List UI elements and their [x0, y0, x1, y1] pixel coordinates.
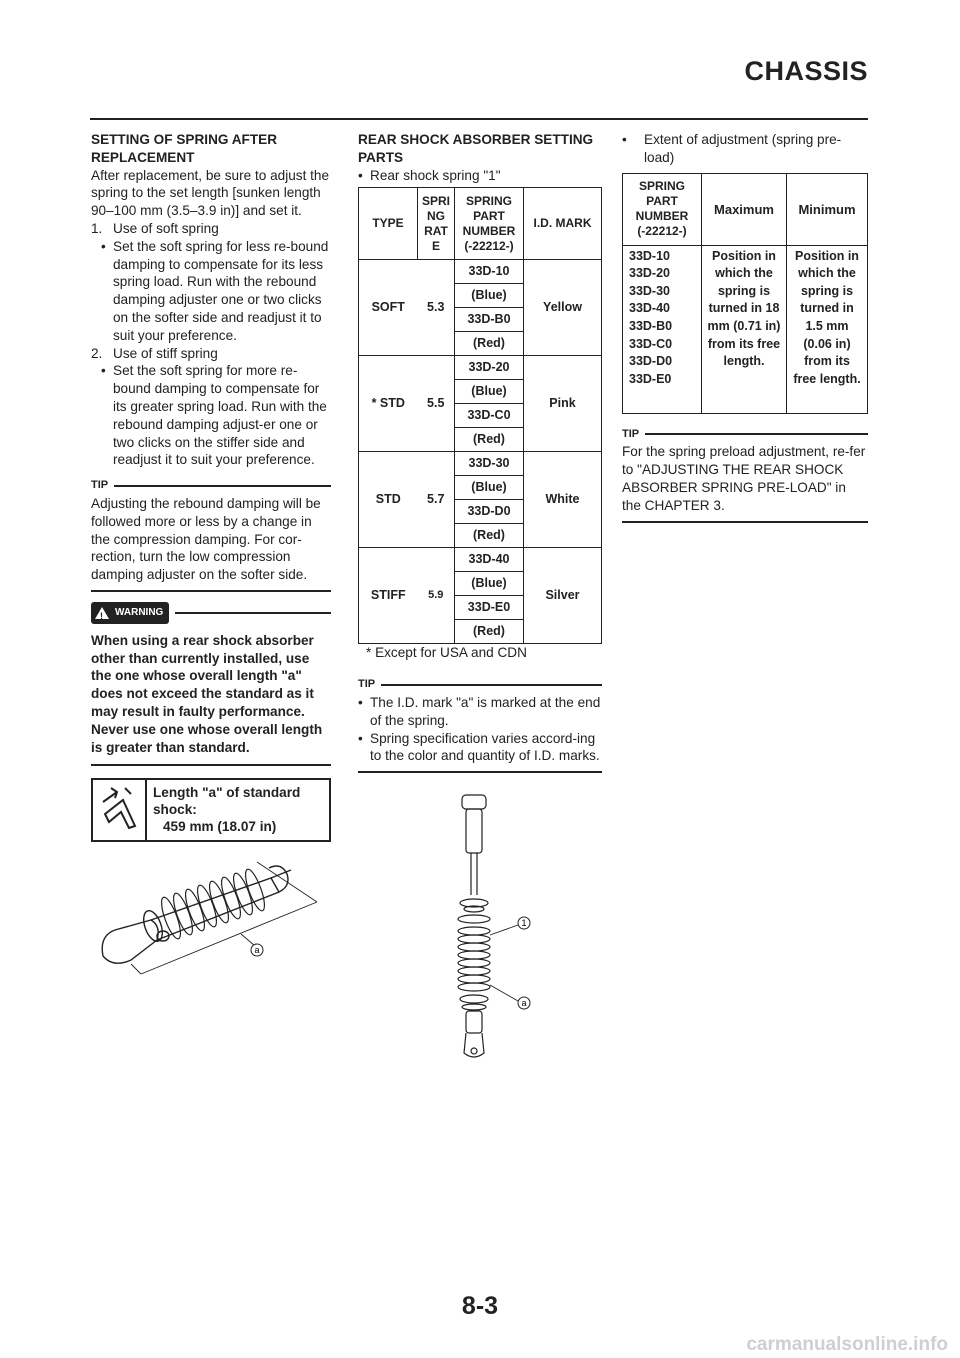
rate-cell: 5.7 [418, 452, 455, 548]
part-cell: (Red) [455, 332, 524, 356]
tip-rule [114, 485, 331, 487]
warning-text: When using a rear shock absorber other than currently installed, use the one whose overall length "a" does not exceed the standard as it may result in faulty performance. Never use one whose overall length is greater than standard. [91, 632, 323, 755]
tip-bullet: • The I.D. mark "a" is marked at the end of the spring. [358, 694, 602, 730]
maximum-cell: Position in which the spring is turned in 18 mm (0.71 in) from its free length. [702, 245, 787, 413]
list-number: 1. [91, 220, 103, 236]
spec-value: 459 mm (18.07 in) [163, 819, 277, 835]
tip-end-rule [91, 590, 331, 592]
tip-rule [381, 684, 602, 686]
watermark: carmanualsonline.info [746, 1334, 948, 1355]
section-heading: REAR SHOCK ABSORBER SETTING PARTS [358, 132, 594, 165]
part-cell: 33D-E0 [455, 596, 524, 620]
mark-cell: Pink [524, 356, 602, 452]
tip-header [91, 477, 331, 495]
type-cell: STD [359, 452, 418, 548]
list-text: Use of soft spring [113, 220, 219, 236]
type-cell: SOFT [359, 260, 418, 356]
part-cell: 33D-10 [455, 260, 524, 284]
part-cell: (Blue) [455, 572, 524, 596]
part-cell: 33D-20 [455, 356, 524, 380]
part-cell: (Blue) [455, 476, 524, 500]
column-middle [358, 131, 602, 1065]
table-header-cell: I.D. MARK [524, 188, 602, 260]
part-cell: (Red) [455, 428, 524, 452]
warning-icon: ! [95, 607, 109, 619]
list-number: 2. [91, 345, 103, 361]
rate-cell: 5.9 [418, 548, 455, 644]
table-header-cell: Minimum [787, 173, 868, 245]
tip-text: For the spring preload adjustment, re-fer to "ADJUSTING THE REAR SHOCK ABSORBER SPRING PRE-LOAD" in the CHAPTER 3. [622, 444, 866, 513]
figure-label-1: 1 [521, 918, 527, 929]
rate-cell: 5.5 [418, 356, 455, 452]
header-rule [90, 118, 868, 120]
table-header-cell: Maximum [702, 173, 787, 245]
type-cell: * STD [359, 356, 418, 452]
warning-end-rule [91, 764, 331, 766]
warning-header [91, 602, 331, 624]
part-cell: (Blue) [455, 284, 524, 308]
spring-table [358, 187, 602, 644]
part-cell: (Red) [455, 620, 524, 644]
figure-label-a: a [254, 945, 260, 956]
tip-label: TIP [358, 678, 376, 691]
part-numbers-cell: 33D-10 33D-20 33D-30 33D-40 33D-B0 33D-C0 33D-D0 33D-E0 [623, 245, 702, 413]
minimum-cell: Position in which the spring is turned in 1.5 mm (0.06 in) from its free length. [787, 245, 868, 413]
table-footnote: * Except for USA and CDN [366, 645, 527, 661]
part-cell: 33D-40 [455, 548, 524, 572]
column-right [622, 131, 868, 523]
part-cell: (Blue) [455, 380, 524, 404]
type-cell: STIFF [359, 548, 418, 644]
tip-label: TIP [622, 427, 640, 440]
figure-label-a: a [521, 998, 527, 1009]
section-heading: SETTING OF SPRING AFTER REPLACEMENT [91, 132, 278, 165]
mark-cell: White [524, 452, 602, 548]
table-header-cell: SPRI NG RAT E [418, 188, 455, 260]
tip-rule [645, 433, 868, 435]
part-cell: 33D-B0 [455, 308, 524, 332]
warning-badge [91, 602, 169, 624]
table-header-cell: SPRING PART NUMBER (-22212-) [623, 173, 702, 245]
bullet-item: • Set the soft spring for more re-bound damping to compensate for its greater spring load. Run with the rebound damping adjust-er one or two clicks on the stiffer side and readjust it to suit your preference. [91, 362, 331, 469]
tip-label: TIP [91, 479, 109, 492]
spec-box [91, 778, 331, 842]
table-header-cell: TYPE [359, 188, 418, 260]
spring-figure [358, 785, 602, 1065]
warning-rule [175, 612, 331, 614]
part-cell: (Red) [455, 524, 524, 548]
tip-bullet: • Spring specification varies accord-ing to the color and quantity of I.D. marks. [358, 730, 602, 766]
spec-text [147, 780, 329, 840]
mark-cell: Yellow [524, 260, 602, 356]
list-item [91, 345, 331, 363]
caliper-icon [93, 780, 147, 840]
spec-label: Length "a" of standard shock: [153, 785, 301, 818]
part-cell: 33D-C0 [455, 404, 524, 428]
tip-text: Adjusting the rebound damping will be followed more or less by a change in the compression damping. For cor-rection, turn the low compression damping adjuster on the softer side. [91, 495, 321, 583]
rate-cell: 5.3 [418, 260, 455, 356]
tip-header [622, 426, 868, 444]
intro-text: After replacement, be sure to adjust the spring to the set length [sunken length 90–100 mm (3.5–3.9 in)] and set it. [91, 167, 330, 219]
list-text: Use of stiff spring [113, 345, 218, 361]
tip-end-rule [358, 771, 602, 773]
page-number: 8-3 [461, 1292, 499, 1320]
part-cell: 33D-D0 [455, 500, 524, 524]
bullet-item [622, 131, 868, 167]
table-header-cell: SPRING PART NUMBER (-22212-) [455, 188, 524, 260]
page-header-title: CHASSIS [744, 56, 868, 86]
part-cell: 33D-30 [455, 452, 524, 476]
warning-label: WARNING [115, 606, 164, 618]
tip-header [358, 676, 602, 694]
bullet-item: • Set the soft spring for less re-bound damping to compensate for its less spring load. Run with the rebound damping adjuster one or two clicks on the softer side and readjust it to suit your preference. [91, 238, 331, 345]
preload-table [622, 173, 868, 414]
list-item [91, 220, 331, 238]
shock-figure [91, 856, 331, 986]
bullet-item: • Rear shock spring "1" [358, 167, 602, 185]
column-left [91, 131, 331, 986]
bullet-text: Extent of adjustment (spring pre-load) [644, 132, 842, 165]
tip-end-rule [622, 521, 868, 523]
mark-cell: Silver [524, 548, 602, 644]
